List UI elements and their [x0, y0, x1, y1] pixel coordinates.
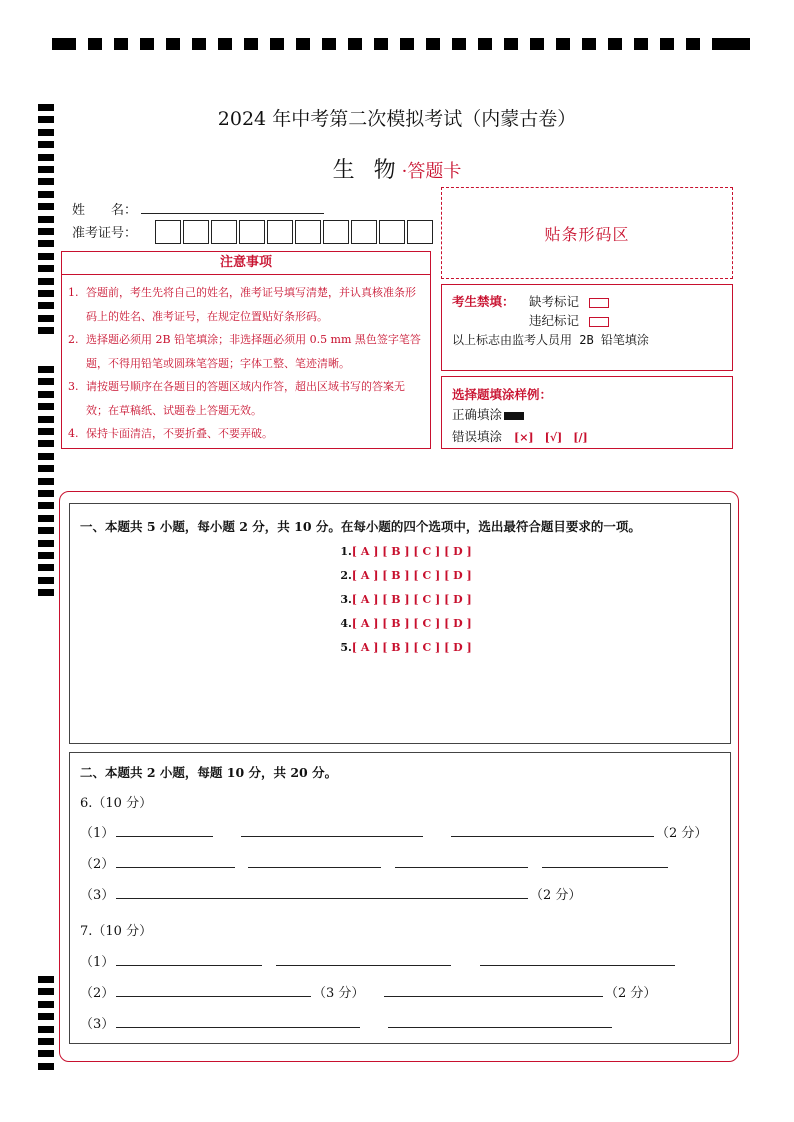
wrong-fill-row: [452, 427, 588, 445]
timing-mark: [38, 278, 54, 285]
wrong-fill-label: 错误填涂: [452, 429, 503, 444]
answer-line[interactable]: [116, 898, 528, 899]
correct-fill-sample: [504, 412, 524, 420]
timing-mark: [38, 290, 54, 297]
timing-mark: [38, 453, 54, 460]
answer-line[interactable]: [542, 867, 668, 868]
answer-line[interactable]: [388, 1027, 612, 1028]
forbidden-note: 以上标志由监考人员用 2B 铅笔填涂: [452, 333, 649, 347]
id-digit-box[interactable]: [183, 220, 209, 244]
answer-line[interactable]: [116, 836, 213, 837]
timing-mark: [38, 1026, 54, 1033]
mc-question-3[interactable]: 3.[ A ] [ B ] [ C ] [ D ]: [340, 593, 472, 606]
id-digit-box[interactable]: [407, 220, 433, 244]
timing-mark: [38, 265, 54, 272]
mc-question-4[interactable]: 4.[ A ] [ B ] [ C ] [ D ]: [340, 617, 472, 630]
q6-label: 6.（10 分）: [80, 796, 153, 811]
timing-mark: [38, 428, 54, 435]
notice-item: 4. 保持卡面清洁，不要折叠、不要弄破。: [68, 427, 273, 440]
timing-mark: [38, 1001, 54, 1008]
timing-mark: [38, 203, 54, 210]
id-label: 准考证号：: [72, 226, 138, 241]
answer-line[interactable]: [276, 965, 451, 966]
answer-line[interactable]: [480, 965, 675, 966]
timing-mark: [38, 1038, 54, 1045]
q7-part2-label: （2）: [80, 986, 115, 1001]
timing-mark: [38, 327, 54, 334]
answer-line[interactable]: [116, 965, 262, 966]
timing-mark: [38, 515, 54, 522]
answer-line[interactable]: [116, 996, 311, 997]
timing-mark: [38, 527, 54, 534]
name-label: 姓 名：: [72, 203, 138, 218]
barcode-label: 贴条形码区: [544, 224, 630, 244]
answer-line[interactable]: [116, 867, 235, 868]
id-digit-box[interactable]: [155, 220, 181, 244]
timing-mark: [38, 228, 54, 235]
section-1-title: 一、本题共 5 小题，每小题 2 分，共 10 分。在每小题的四个选项中，选出最符合题目要求的一项。: [80, 519, 641, 534]
timing-mark: [38, 378, 54, 385]
timing-mark: [38, 440, 54, 447]
barcode-area: [441, 187, 733, 279]
timing-mark: [38, 988, 54, 995]
timing-mark: [38, 465, 54, 472]
timing-mark: [38, 191, 54, 198]
q6-part1-label: （1）: [80, 826, 115, 841]
violation-label: 违纪标记: [529, 313, 580, 328]
timing-mark: [38, 391, 54, 398]
forbidden-box: [441, 284, 733, 371]
fill-example-box: [441, 376, 733, 449]
q7-label: 7.（10 分）: [80, 924, 153, 939]
wrong-fill-samples: [×] [√] [/]: [514, 431, 588, 444]
violation-mark-box[interactable]: [589, 317, 609, 327]
answer-line[interactable]: [395, 867, 528, 868]
subject-suffix: ·答题卡: [401, 161, 462, 182]
fill-example-title: 选择题填涂样例：: [452, 387, 553, 402]
q6-part3-score: （2 分）: [530, 888, 582, 903]
timing-mark: [38, 490, 54, 497]
mc-question-1[interactable]: 1.[ A ] [ B ] [ C ] [ D ]: [340, 545, 472, 558]
section-2-title: 二、本题共 2 小题，每题 10 分，共 20 分。: [80, 765, 338, 780]
violation-mark-row: [529, 311, 609, 329]
page-title: 2024 年中考第二次模拟考试（内蒙古卷）: [217, 108, 577, 130]
correct-fill-label: 正确填涂: [452, 407, 503, 422]
notice-list: [62, 275, 430, 446]
id-digit-box[interactable]: [267, 220, 293, 244]
answer-line[interactable]: [248, 867, 381, 868]
id-digit-box[interactable]: [239, 220, 265, 244]
notice-title: 注意事项: [62, 252, 430, 275]
timing-mark: [38, 416, 54, 423]
timing-mark: [38, 141, 54, 148]
timing-mark: [38, 1050, 54, 1057]
q6-part1-score: （2 分）: [656, 826, 708, 841]
top-timing-marks: [52, 38, 750, 50]
answer-line[interactable]: [241, 836, 423, 837]
timing-mark: [38, 315, 54, 322]
notice-item: 1. 答题前，考生先将自己的姓名，准考证号填写清楚，并认真核准条形码上的姓名、准考证号，在规定位置贴好条形码。: [68, 286, 416, 323]
notice-box: [61, 251, 431, 449]
id-digit-box[interactable]: [295, 220, 321, 244]
name-field[interactable]: [141, 213, 324, 214]
absent-mark-row: [529, 292, 609, 310]
subject-name: 生 物: [332, 158, 402, 183]
notice-item: 2. 选择题必须用 2B 铅笔填涂；非选择题必须用 0.5 mm 黑色签字笔答题，不得用铅笔或圆珠笔答题；字体工整、笔迹清晰。: [68, 333, 421, 370]
q7-part2-score-a: （3 分）: [313, 986, 365, 1001]
answer-line[interactable]: [116, 1027, 360, 1028]
absent-mark-box[interactable]: [589, 298, 609, 308]
timing-mark: [38, 302, 54, 309]
absent-label: 缺考标记: [529, 294, 580, 309]
timing-mark: [38, 502, 54, 509]
timing-mark: [38, 253, 54, 260]
answer-line[interactable]: [384, 996, 603, 997]
q7-part3-label: （3）: [80, 1017, 115, 1032]
q6-part3-label: （3）: [80, 888, 115, 903]
id-number-boxes[interactable]: [155, 220, 435, 244]
timing-mark: [38, 403, 54, 410]
mc-question-2[interactable]: 2.[ A ] [ B ] [ C ] [ D ]: [340, 569, 472, 582]
timing-mark: [38, 1063, 54, 1070]
id-digit-box[interactable]: [211, 220, 237, 244]
timing-mark: [38, 366, 54, 373]
q6-part2-label: （2）: [80, 857, 115, 872]
timing-mark: [38, 478, 54, 485]
forbidden-label: 考生禁填：: [452, 294, 515, 309]
correct-fill-row: [452, 405, 524, 423]
notice-item: 3. 请按题号顺序在各题目的答题区域内作答，超出区域书写的答案无效；在草稿纸、试题卷上答题无效。: [68, 380, 405, 417]
timing-mark: [38, 216, 54, 223]
q7-part2-score-b: （2 分）: [605, 986, 657, 1001]
id-digit-box[interactable]: [379, 220, 405, 244]
answer-line[interactable]: [451, 836, 654, 837]
timing-mark: [38, 240, 54, 247]
id-digit-box[interactable]: [351, 220, 377, 244]
mc-question-5[interactable]: 5.[ A ] [ B ] [ C ] [ D ]: [340, 641, 472, 654]
timing-mark: [38, 976, 54, 983]
id-digit-box[interactable]: [323, 220, 349, 244]
timing-mark: [38, 1013, 54, 1020]
q7-part1-label: （1）: [80, 955, 115, 970]
subject-title: [0, 153, 794, 184]
